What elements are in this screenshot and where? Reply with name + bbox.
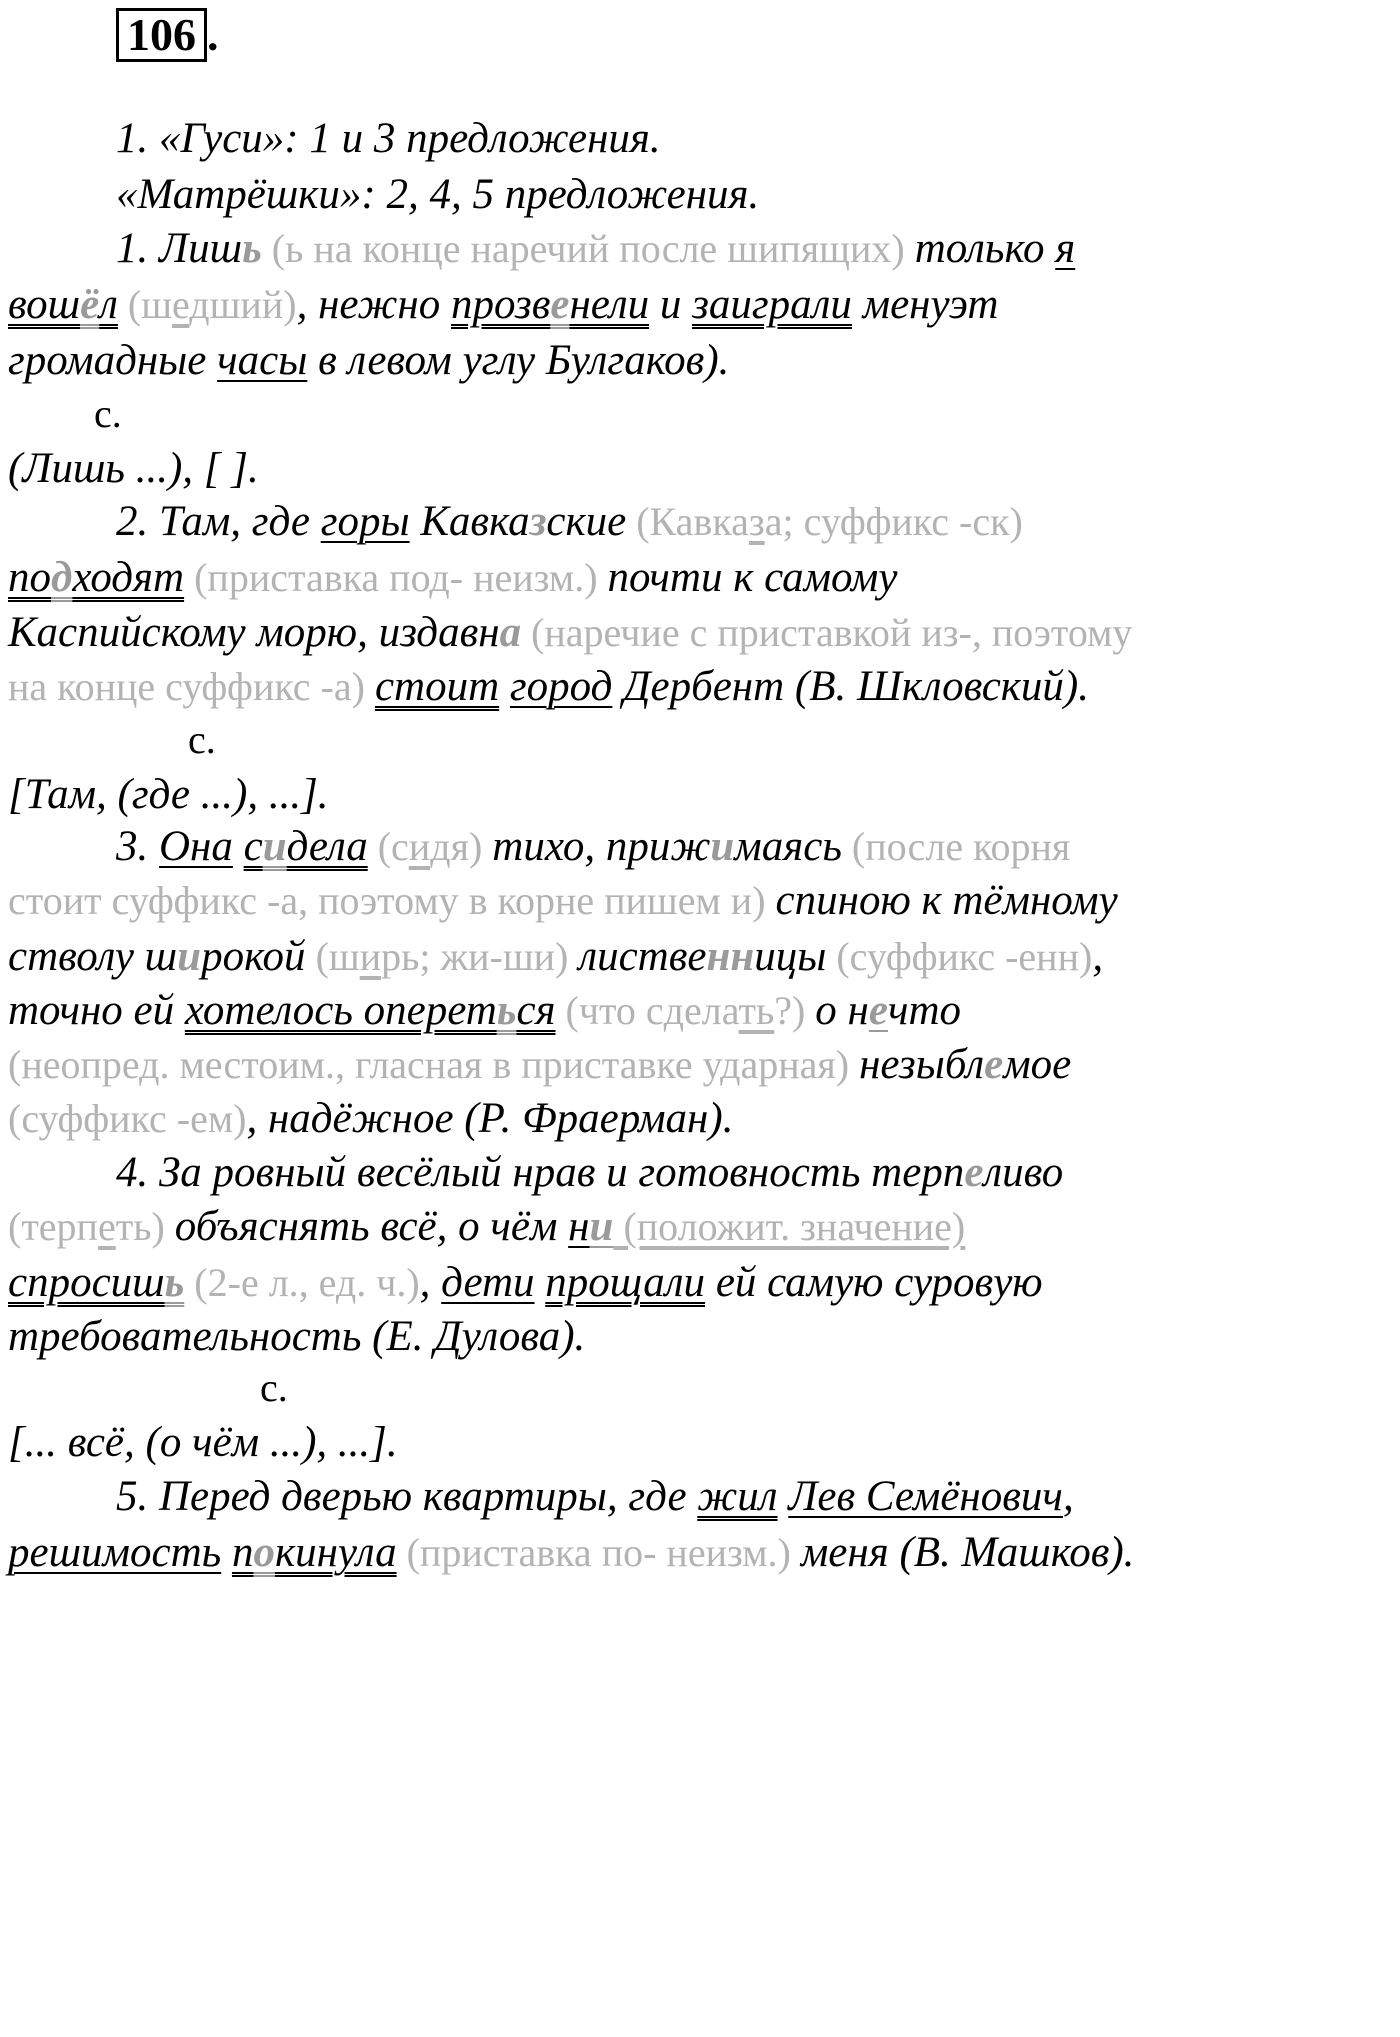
text-segment: 1. Лиш bbox=[116, 225, 243, 272]
text-segment: мое bbox=[1003, 1041, 1072, 1088]
text-segment: и bbox=[649, 281, 693, 328]
text-segment: точно ей bbox=[8, 987, 185, 1034]
text-segment: решимость bbox=[8, 1529, 222, 1576]
text-segment: вош bbox=[8, 281, 81, 328]
text-segment: (ш bbox=[305, 934, 360, 979]
text-segment: 3. bbox=[116, 823, 159, 870]
text-segment: и bbox=[177, 933, 202, 980]
text-segment: (приставка по- неизм.) bbox=[396, 1530, 801, 1575]
text-segment: а; суффикс -ск) bbox=[764, 499, 1023, 544]
text-segment: , bbox=[1062, 1473, 1074, 1520]
text-segment: часы bbox=[217, 337, 308, 384]
text-segment: в левом углу Булгаков). bbox=[307, 337, 730, 384]
text-segment: Каспийскому морю, издавн bbox=[8, 609, 500, 656]
text-segment: Дербент (В. Шкловский). bbox=[612, 663, 1089, 710]
text-segment: (приставка под- неизм.) bbox=[184, 555, 608, 600]
text-segment: по bbox=[8, 554, 51, 601]
text-segment: Она bbox=[159, 823, 233, 870]
text-segment: (суффикс -ем) bbox=[8, 1096, 247, 1141]
sentence-4-scheme bbox=[8, 1418, 1398, 1468]
text-segment: спиною к тёмному bbox=[775, 877, 1118, 924]
text-segment bbox=[221, 1529, 232, 1576]
text-segment: е bbox=[868, 987, 888, 1034]
complex-sentence-mark: с. bbox=[188, 717, 216, 762]
text-segment: горы bbox=[320, 498, 410, 545]
text-segment: [Там, (где ...), ...]. bbox=[8, 771, 329, 818]
text-segment: , bbox=[1092, 933, 1104, 980]
text-segment bbox=[499, 663, 510, 710]
text-segment: дя) bbox=[430, 824, 493, 869]
sentence-1-line-2 bbox=[8, 280, 1398, 330]
text-segment: (после корня bbox=[841, 824, 1071, 869]
text-segment: Лев Семёнович bbox=[788, 1473, 1063, 1520]
text-segment: ские bbox=[546, 498, 627, 545]
exercise-number-box: 106 bbox=[116, 8, 207, 62]
exercise-number bbox=[116, 8, 219, 62]
text-segment: требовательность (Е. Дулова). bbox=[8, 1313, 586, 1360]
text-segment: е bbox=[964, 1149, 984, 1196]
sentence-1-line-3 bbox=[8, 336, 1398, 386]
text-segment: (неопред. местоим., гласная в приставке ударная) bbox=[8, 1042, 860, 1087]
text-segment: (терп bbox=[8, 1204, 98, 1249]
complex-sentence-mark: с. bbox=[260, 1365, 288, 1410]
text-segment: нн bbox=[706, 933, 755, 980]
text-segment: на конце суффикс -а) bbox=[8, 664, 375, 709]
text-segment: [... всё, (о чём ...), ...]. bbox=[8, 1419, 398, 1466]
text-line bbox=[116, 114, 1400, 164]
sentence-2-line-2 bbox=[8, 553, 1398, 603]
text-segment: спросиш bbox=[8, 1259, 165, 1306]
sentence-1-line-1 bbox=[116, 224, 1400, 274]
text-segment: стволу ш bbox=[8, 933, 178, 980]
text-segment: е bbox=[172, 282, 190, 327]
text-segment: е bbox=[97, 1204, 116, 1249]
text-segment: (ш bbox=[117, 282, 173, 327]
text-segment: и bbox=[710, 823, 735, 870]
text-segment: рь; жи-ши) bbox=[381, 934, 579, 979]
text-segment: (Лишь ...), [ ]. bbox=[8, 445, 259, 492]
text-segment bbox=[233, 823, 244, 870]
text-segment: город bbox=[509, 663, 613, 710]
text-segment: ь bbox=[164, 1259, 185, 1306]
text-segment: (с bbox=[367, 824, 409, 869]
text-segment: (что сдела bbox=[555, 988, 739, 1033]
text-segment: (суффикс -енн) bbox=[826, 934, 1093, 979]
text-segment: маясь bbox=[734, 823, 842, 870]
sentence-4-line-2 bbox=[8, 1202, 1398, 1252]
text-segment: а bbox=[499, 609, 522, 656]
text-segment: листве bbox=[578, 933, 707, 980]
text-segment: , нежно bbox=[296, 281, 451, 328]
text-segment: прозв bbox=[451, 281, 551, 328]
text-segment: тихо, приж bbox=[492, 823, 711, 870]
text-segment: я bbox=[1055, 225, 1076, 272]
text-segment: дший) bbox=[189, 282, 297, 327]
sentence-2-scheme bbox=[8, 770, 1398, 820]
text-segment: з bbox=[748, 499, 765, 544]
text-segment: кинула bbox=[274, 1529, 397, 1576]
text-segment: ть bbox=[738, 988, 775, 1033]
text-segment: (ь на конце наречий после шипящих) bbox=[261, 226, 915, 271]
text-segment: нели bbox=[569, 281, 650, 328]
text-segment: (2-е л., ед. ч.) bbox=[184, 1260, 420, 1305]
text-segment: е bbox=[984, 1041, 1004, 1088]
text-segment: ь bbox=[496, 987, 517, 1034]
text-line bbox=[116, 170, 1400, 220]
sentence-2-line-3 bbox=[8, 608, 1398, 658]
text-segment: (положит. значение) bbox=[613, 1204, 966, 1249]
sentence-4-line-1 bbox=[116, 1148, 1400, 1198]
sentence-4-line-3 bbox=[8, 1258, 1398, 1308]
text-segment: и bbox=[262, 823, 287, 870]
text-segment: заиграли bbox=[692, 281, 852, 328]
text-segment: , bbox=[419, 1259, 442, 1306]
text-segment: меня (В. Машков). bbox=[800, 1529, 1135, 1576]
text-segment: д bbox=[51, 554, 73, 601]
text-segment: , надёжное (Р. Фраерман). bbox=[246, 1095, 734, 1142]
text-segment: ть) bbox=[115, 1204, 175, 1249]
text-segment: почти к самому bbox=[607, 554, 898, 601]
text-segment: дети bbox=[441, 1259, 535, 1306]
text-segment: ся bbox=[516, 987, 556, 1034]
text-segment: стоит суффикс -а, поэтому в корне пишем и) bbox=[8, 878, 776, 923]
complex-sentence-mark: с. bbox=[94, 391, 122, 436]
sentence-5-line-2 bbox=[8, 1528, 1398, 1578]
text-segment: что bbox=[887, 987, 962, 1034]
text-segment: е bbox=[550, 281, 570, 328]
text-segment: (Кавка bbox=[626, 499, 749, 544]
text-segment: о н bbox=[815, 987, 869, 1034]
text-segment: хотелось оперет bbox=[184, 987, 497, 1034]
text-segment: стоит bbox=[374, 663, 500, 710]
text-segment: . bbox=[207, 9, 219, 60]
sentence-3-line-2 bbox=[8, 876, 1398, 926]
sentence-1-scheme bbox=[8, 444, 1398, 494]
sentence-3-line-4 bbox=[8, 986, 1398, 1036]
text-segment bbox=[535, 1259, 546, 1306]
text-segment: Кавка bbox=[409, 498, 530, 545]
text-segment: «Матрёшки»: 2, 4, 5 предложения. bbox=[116, 171, 760, 218]
sentence-3-line-6 bbox=[8, 1094, 1398, 1144]
text-segment: громадные bbox=[8, 337, 218, 384]
text-segment: н bbox=[568, 1203, 590, 1250]
text-segment: 5. Перед дверью квартиры, где bbox=[116, 1473, 698, 1520]
sentence-3-line-5 bbox=[8, 1040, 1398, 1090]
text-segment: 1. «Гуси»: 1 и 3 предложения. bbox=[116, 115, 661, 162]
text-segment: 2. Там, где bbox=[116, 498, 321, 545]
text-segment: ходят bbox=[72, 554, 185, 601]
text-segment: дела bbox=[286, 823, 368, 870]
text-segment bbox=[778, 1473, 789, 1520]
text-segment: незыбл bbox=[859, 1041, 985, 1088]
text-segment: ё bbox=[80, 281, 100, 328]
text-segment: (наречие с приставкой из-, поэтому bbox=[521, 610, 1133, 655]
text-segment: менуэт bbox=[851, 281, 999, 328]
text-segment: прощали bbox=[545, 1259, 706, 1306]
text-segment: ь bbox=[242, 225, 262, 272]
text-segment: объяснять всё, о чём bbox=[174, 1203, 569, 1250]
text-segment: жил bbox=[697, 1473, 778, 1520]
sentence-3-line-3 bbox=[8, 932, 1398, 982]
sentence-2-line-1 bbox=[116, 497, 1400, 547]
sentence-5-line-1 bbox=[116, 1472, 1400, 1522]
text-segment: п bbox=[231, 1529, 254, 1576]
sentence-4-line-4 bbox=[8, 1312, 1398, 1362]
text-segment: ливо bbox=[983, 1149, 1064, 1196]
sentence-3-line-1 bbox=[116, 822, 1400, 872]
text-segment: ицы bbox=[754, 933, 827, 980]
text-segment: ей самую суровую bbox=[705, 1259, 1043, 1306]
text-segment: и bbox=[359, 934, 382, 979]
text-segment: ?) bbox=[774, 988, 816, 1033]
text-segment: рокой bbox=[201, 933, 306, 980]
text-segment: и bbox=[408, 824, 431, 869]
sentence-2-line-4 bbox=[8, 662, 1398, 712]
text-segment: 4. За ровный весёлый нрав и готовность терп bbox=[116, 1149, 965, 1196]
text-segment: л bbox=[99, 281, 118, 328]
text-segment: с bbox=[243, 823, 263, 870]
text-segment: только bbox=[914, 225, 1056, 272]
text-segment: з bbox=[529, 498, 547, 545]
text-segment: и bbox=[589, 1203, 614, 1250]
text-segment: о bbox=[253, 1529, 275, 1576]
